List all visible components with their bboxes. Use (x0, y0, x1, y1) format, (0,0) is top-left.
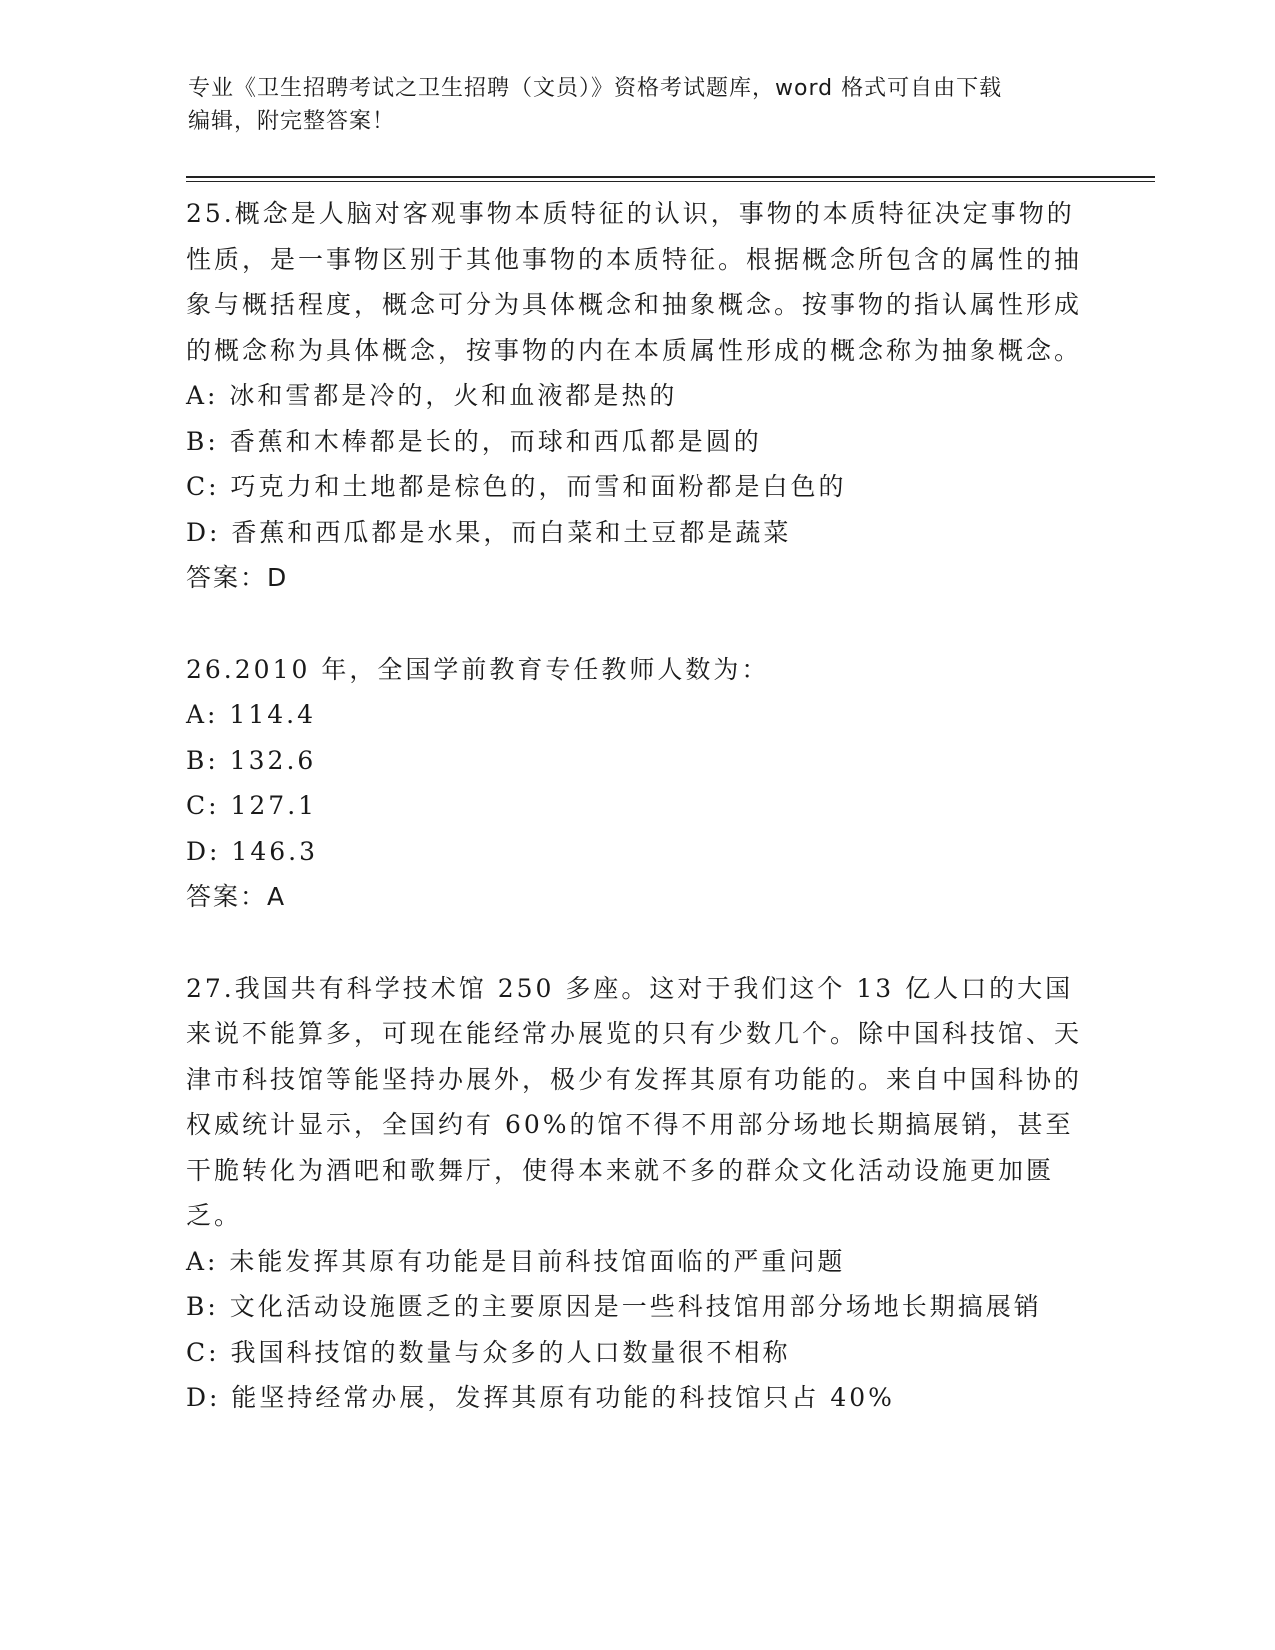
document-header (188, 72, 1088, 138)
question-block (186, 647, 1086, 920)
question-spacer (186, 920, 1086, 966)
option-c: C: 127.1 (186, 791, 318, 820)
option-c: C: 巧克力和土地都是棕色的，而雪和面粉都是白色的 (186, 472, 847, 501)
question-text: 26.2010 年，全国学前教育专任教师人数为： (186, 654, 770, 684)
header-line-1: 专业《卫生招聘考试之卫生招聘（文员）》资格考试题库，word 格式可自由下载 (188, 76, 1003, 101)
header-line-2: 编辑，附完整答案！ (188, 109, 396, 134)
option-d: D: 146.3 (186, 836, 318, 866)
option-a: A: 冰和雪都是冷的，火和血液都是热的 (186, 381, 678, 410)
option-c: C: 我国科技馆的数量与众多的人口数量很不相称 (186, 1337, 791, 1367)
question-block (186, 191, 1086, 601)
option-a: A: 114.4 (186, 700, 316, 729)
question-text: 25.概念是人脑对客观事物本质特征的认识，事物的本质特征决定事物的性质，是一事物区别于其他事物的本质特征。根据概念所包含的属性的抽象与概括程度，概念可分为具体概念和抽象概念。按事物的指认属性形成的概念称为具体概念，按事物的内在本质属性形成的概念称为抽象概念。 (186, 199, 1083, 365)
option-a: A: 未能发挥其原有功能是目前科技馆面临的严重问题 (186, 1246, 846, 1276)
header-divider-thick (186, 176, 1155, 178)
question-block (186, 966, 1086, 1421)
option-b: B: 香蕉和木棒都是长的，而球和西瓜都是圆的 (186, 426, 762, 456)
question-text: 27.我国共有科学技术馆 250 多座。这对于我们这个 13 亿人口的大国来说不能算多，可现在能经常办展览的只有少数几个。除中国科技馆、天津市科技馆等能坚持办展外，极少有发挥其原有功能的。来自中国科协的权威统计显示，全国约有 60%的馆不得不用部分场地长期搞展销，甚至干脆转化为酒吧和歌舞厅，使得本来就不多的群众文化活动设施更加匮乏。 (186, 973, 1083, 1230)
question-list (186, 191, 1086, 1421)
option-d: D: 香蕉和西瓜都是水果，而白菜和土豆都是蔬菜 (186, 517, 792, 547)
option-b: B: 文化活动设施匮乏的主要原因是一些科技馆用部分场地长期搞展销 (186, 1292, 1042, 1321)
question-spacer (186, 601, 1086, 647)
header-divider-thin (186, 181, 1155, 182)
option-d: D: 能坚持经常办展，发挥其原有功能的科技馆只占 40% (186, 1383, 895, 1412)
answer-line: 答案：D (186, 563, 289, 592)
answer-line: 答案：A (186, 882, 287, 911)
option-b: B: 132.6 (186, 745, 317, 775)
